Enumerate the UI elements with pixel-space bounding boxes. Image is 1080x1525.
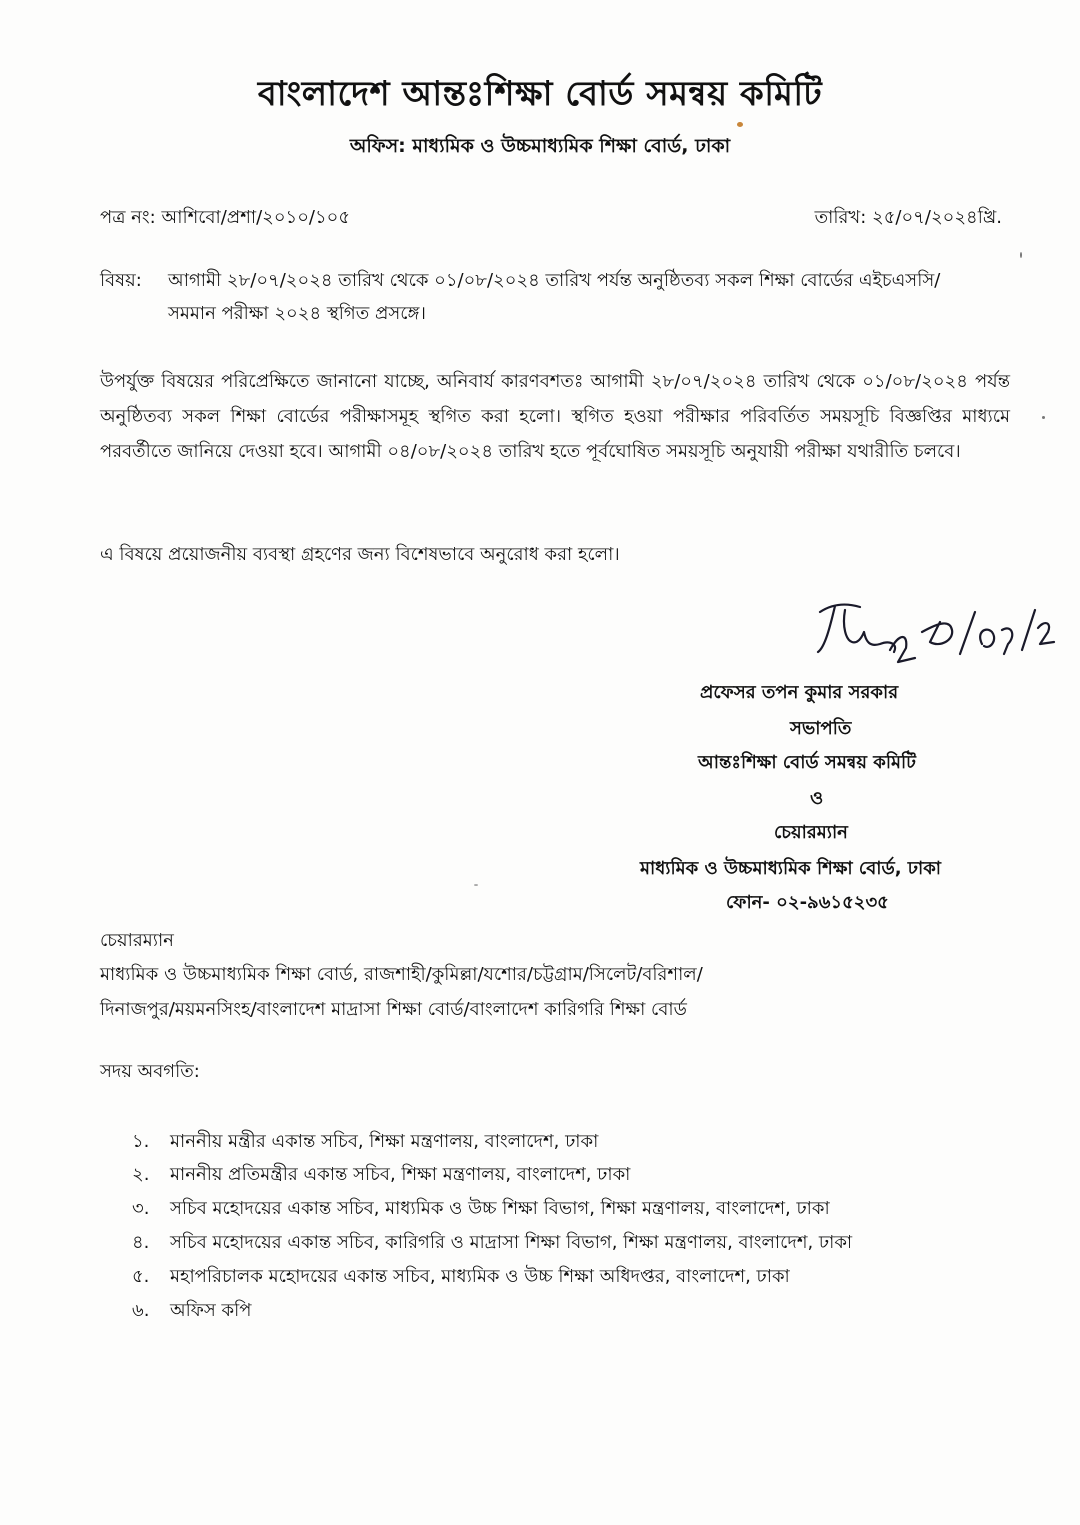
cc-list-item xyxy=(132,1194,830,1225)
cc-list-item xyxy=(132,1296,251,1327)
signatory-role: চেয়ারম্যান xyxy=(774,822,848,843)
recipient-line: মাধ্যমিক ও উচ্চমাধ্যমিক শিক্ষা বোর্ড, রাজশাহী/কুমিল্লা/যশোর/চট্টগ্রাম/সিলেট/বরিশাল/ xyxy=(100,964,703,985)
subject-line: আগামী ২৮/০৭/২০২৪ তারিখ থেকে ০১/০৮/২০২৪ তারিখ পর্যন্ত অনুষ্ঠিতব্য সকল শিক্ষা বোর্ডের এইচএসসি/ xyxy=(168,270,941,291)
office-address: অফিস: মাধ্যমিক ও উচ্চমাধ্যমিক শিক্ষা বোর্ড, ঢাকা xyxy=(349,135,731,157)
cc-list-item xyxy=(132,1127,598,1158)
cc-list-item xyxy=(132,1160,630,1191)
cc-heading: সদয় অবগতি: xyxy=(100,1061,200,1082)
cc-item-text: সচিব মহোদয়ের একান্ত সচিব, কারিগরি ও মাদ্রাসা শিক্ষা বিভাগ, শিক্ষা মন্ত্রণালয়, বাংলাদেশ, ঢাকা xyxy=(170,1232,853,1253)
scan-speck xyxy=(1042,416,1045,419)
committee-name: আন্তঃশিক্ষা বোর্ড সমন্বয় কমিটি xyxy=(698,752,916,773)
cc-item-text: মাননীয় প্রতিমন্ত্রীর একান্ত সচিব, শিক্ষা মন্ত্রণালয়, বাংলাদেশ, ঢাকা xyxy=(170,1164,631,1185)
cc-list-item xyxy=(132,1262,790,1293)
phone-number: ফোন- ০২-৯৬১৫২৩৫ xyxy=(726,892,889,913)
scan-speck xyxy=(737,122,743,127)
cc-item-number: ২. xyxy=(132,1164,150,1185)
cc-item-number: ৫. xyxy=(132,1266,150,1287)
cc-item-number: ১. xyxy=(132,1131,150,1152)
board-name: মাধ্যমিক ও উচ্চমাধ্যমিক শিক্ষা বোর্ড, ঢাকা xyxy=(640,858,942,879)
scan-speck xyxy=(1020,252,1022,258)
scan-speck xyxy=(474,884,478,886)
signature-image xyxy=(790,592,1060,682)
memo-number: পত্র নং: আশিবো/প্রশা/২০১০/১০৫ xyxy=(100,207,351,228)
cc-item-number: ৩. xyxy=(132,1198,150,1219)
cc-item-text: অফিস কপি xyxy=(170,1300,252,1321)
signatory-designation: সভাপতি xyxy=(790,718,852,739)
cc-item-number: ৪. xyxy=(132,1232,150,1253)
recipient-line: দিনাজপুর/ময়মনসিংহ/বাংলাদেশ মাদ্রাসা শিক্ষা বোর্ড/বাংলাদেশ কারিগরি শিক্ষা বোর্ড xyxy=(100,999,687,1020)
cc-item-text: মহাপরিচালক মহোদয়ের একান্ত সচিব, মাধ্যমিক ও উচ্চ শিক্ষা অধিদপ্তর, বাংলাদেশ, ঢাকা xyxy=(170,1266,790,1287)
recipient-role: চেয়ারম্যান xyxy=(100,930,174,951)
cc-item-text: সচিব মহোদয়ের একান্ত সচিব, মাধ্যমিক ও উচ্চ শিক্ষা বিভাগ, শিক্ষা মন্ত্রণালয়, বাংলাদেশ, ঢাকা xyxy=(170,1198,830,1219)
cc-item-number: ৬. xyxy=(132,1300,150,1321)
signatory-name: প্রফেসর তপন কুমার সরকার xyxy=(700,682,899,703)
cc-item-text: মাননীয় মন্ত্রীর একান্ত সচিব, শিক্ষা মন্ত্রণালয়, বাংলাদেশ, ঢাকা xyxy=(170,1131,599,1152)
document-title: বাংলাদেশ আন্তঃশিক্ষা বোর্ড সমন্বয় কমিটি xyxy=(257,74,823,114)
request-line: এ বিষয়ে প্রয়োজনীয় ব্যবস্থা গ্রহণের জন্য বিশেষভাবে অনুরোধ করা হলো। xyxy=(100,544,620,565)
subject-line: সমমান পরীক্ষা ২০২৪ স্থগিত প্রসঙ্গে। xyxy=(168,303,426,324)
conjunction-text: ও xyxy=(810,788,824,809)
body-paragraph: উপর্যুক্ত বিষয়ের পরিপ্রেক্ষিতে জানানো যাচ্ছে, অনিবার্য কারণবশতঃ আগামী ২৮/০৭/২০২৪ তারিখ থেকে ০১/০৮/২০২৪ পর্যন্ত অনুষ্ঠিতব্য সকল শিক্ষা বোর্ডের পরীক্ষাসমূহ স্থগিত করা হলো। স্থগিত হওয়া পরীক্ষার পরিবর্তিত সময়সূচি বিজ্ঞপ্তির মাধ্যমে পরবর্তীতে জানিয়ে দেওয়া হবে। আগামী ০৪/০৮/২০২৪ তারিখ হতে পূর্বঘোষিত সময়সূচি অনুযায়ী পরীক্ষা যথারীতি চলবে। xyxy=(100,371,1010,462)
cc-list-item xyxy=(132,1228,852,1259)
issue-date: তারিখ: ২৫/০৭/২০২৪খ্রি. xyxy=(814,207,1002,228)
subject-label: বিষয়: xyxy=(100,270,142,291)
